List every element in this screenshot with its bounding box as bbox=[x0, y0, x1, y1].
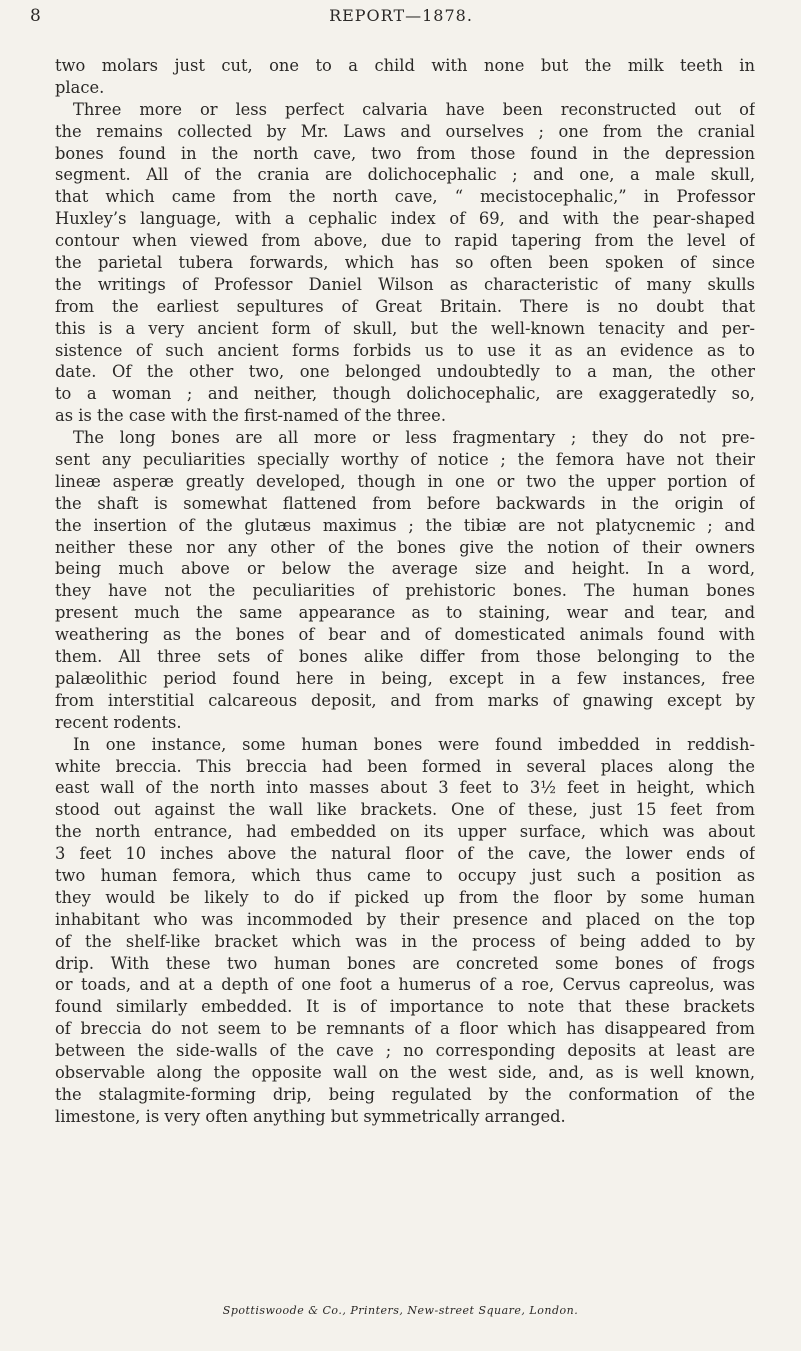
text-line: segment. All of the crania are dolichocephalic ; and one, a male skull, bbox=[55, 165, 755, 185]
text-line: neither these nor any other of the bones give the notion of their owners bbox=[55, 537, 755, 557]
text-line: inhabitant who was incommoded by their presence and placed on the top bbox=[55, 909, 755, 929]
text-line: east wall of the north into masses about 3 feet to 3½ feet in height, which bbox=[55, 778, 755, 798]
text-line: this is a very ancient form of skull, but the well-known tenacity and per- bbox=[55, 318, 755, 338]
text-line: of the shelf-like bracket which was in the process of being added to by bbox=[55, 931, 755, 951]
text-line: from the earliest sepultures of Great Britain. There is no doubt that bbox=[55, 296, 755, 316]
text-line: bones found in the north cave, two from those found in the depression bbox=[55, 143, 755, 163]
body-text bbox=[55, 55, 755, 1128]
text-line: being much above or below the average size and height. In a word, bbox=[55, 559, 755, 579]
text-line: of breccia do not seem to be remnants of a floor which has disappeared from bbox=[55, 1019, 755, 1039]
text-line: present much the same appearance as to staining, wear and tear, and bbox=[55, 603, 755, 623]
text-line: white breccia. This breccia had been formed in several places along the bbox=[55, 756, 755, 776]
text-line: the writings of Professor Daniel Wilson as characteristic of many skulls bbox=[55, 274, 755, 294]
text-line: the remains collected by Mr. Laws and ourselves ; one from the cranial bbox=[55, 121, 755, 141]
text-line: date. Of the other two, one belonged undoubtedly to a man, the other bbox=[55, 362, 755, 382]
page-header bbox=[30, 3, 772, 29]
text-line: they would be likely to do if picked up from the floor by some human bbox=[55, 887, 755, 907]
text-line: sistence of such ancient forms forbids us to use it as an evidence as to bbox=[55, 340, 755, 360]
text-line: Three more or less perfect calvaria have been reconstructed out of bbox=[73, 99, 755, 119]
text-line: stood out against the wall like brackets. One of these, just 15 feet from bbox=[55, 800, 755, 820]
text-line: Huxley’s language, with a cephalic index of 69, and with the pear-shaped bbox=[55, 209, 755, 229]
text-line: the shaft is somewhat flattened from before backwards in the origin of bbox=[55, 493, 755, 513]
text-line: them. All three sets of bones alike differ from those belonging to the bbox=[55, 647, 755, 667]
text-line: two molars just cut, one to a child with none but the milk teeth in bbox=[55, 56, 755, 75]
text-line: or toads, and at a depth of one foot a humerus of a roe, Cervus capreolus, was bbox=[55, 975, 755, 995]
text-line: observable along the opposite wall on the west side, and, as is well known, bbox=[55, 1062, 755, 1082]
text-line: The long bones are all more or less fragmentary ; they do not pre- bbox=[73, 428, 755, 448]
text-line: 3 feet 10 inches above the natural floor of the cave, the lower ends of bbox=[55, 844, 755, 864]
text-line: sent any peculiarities specially worthy of notice ; the femora have not their bbox=[55, 450, 755, 470]
text-line: the insertion of the glutæus maximus ; the tibiæ are not platycnemic ; and bbox=[55, 515, 755, 535]
text-line: drip. With these two human bones are concreted some bones of frogs bbox=[55, 953, 755, 973]
text-line: the parietal tubera forwards, which has so often been spoken of since bbox=[55, 253, 755, 273]
text-line: two human femora, which thus came to occupy just such a position as bbox=[55, 865, 755, 885]
text-line: to a woman ; and neither, though dolichocephalic, are exaggeratedly so, bbox=[55, 384, 755, 404]
text-line: as is the case with the first-named of the three. bbox=[55, 406, 446, 426]
text-line: from interstitial calcareous deposit, and from marks of gnawing except by bbox=[55, 690, 755, 710]
text-line: weathering as the bones of bear and of domesticated animals found with bbox=[55, 625, 755, 645]
printer-imprint: Spottiswoode & Co., Printers, New-street Square, London. bbox=[222, 1304, 579, 1317]
text-line: limestone, is very often anything but symmetrically arranged. bbox=[55, 1106, 566, 1126]
text-line: the stalagmite-forming drip, being regulated by the conformation of the bbox=[55, 1084, 755, 1104]
text-line: recent rodents. bbox=[55, 712, 182, 732]
text-line: they have not the peculiarities of prehistoric bones. The human bones bbox=[55, 581, 755, 601]
page-number: 8 bbox=[30, 6, 41, 26]
text-line: palæolithic period found here in being, except in a few instances, free bbox=[55, 668, 755, 688]
text-line: place. bbox=[55, 77, 105, 97]
text-line: contour when viewed from above, due to rapid tapering from the level of bbox=[55, 231, 755, 251]
text-line: lineæ asperæ greatly developed, though in one or two the upper portion of bbox=[55, 471, 755, 491]
text-line: In one instance, some human bones were found imbedded in reddish- bbox=[73, 734, 755, 754]
text-line: found similarly embedded. It is of importance to note that these brackets bbox=[55, 997, 755, 1017]
text-line: that which came from the north cave, “ mecistocephalic,” in Professor bbox=[55, 187, 755, 207]
text-line: the north entrance, had embedded on its upper surface, which was about bbox=[55, 822, 755, 842]
running-head: REPORT—1878. bbox=[329, 6, 473, 25]
text-line: between the side-walls of the cave ; no corresponding deposits at least are bbox=[55, 1041, 755, 1061]
